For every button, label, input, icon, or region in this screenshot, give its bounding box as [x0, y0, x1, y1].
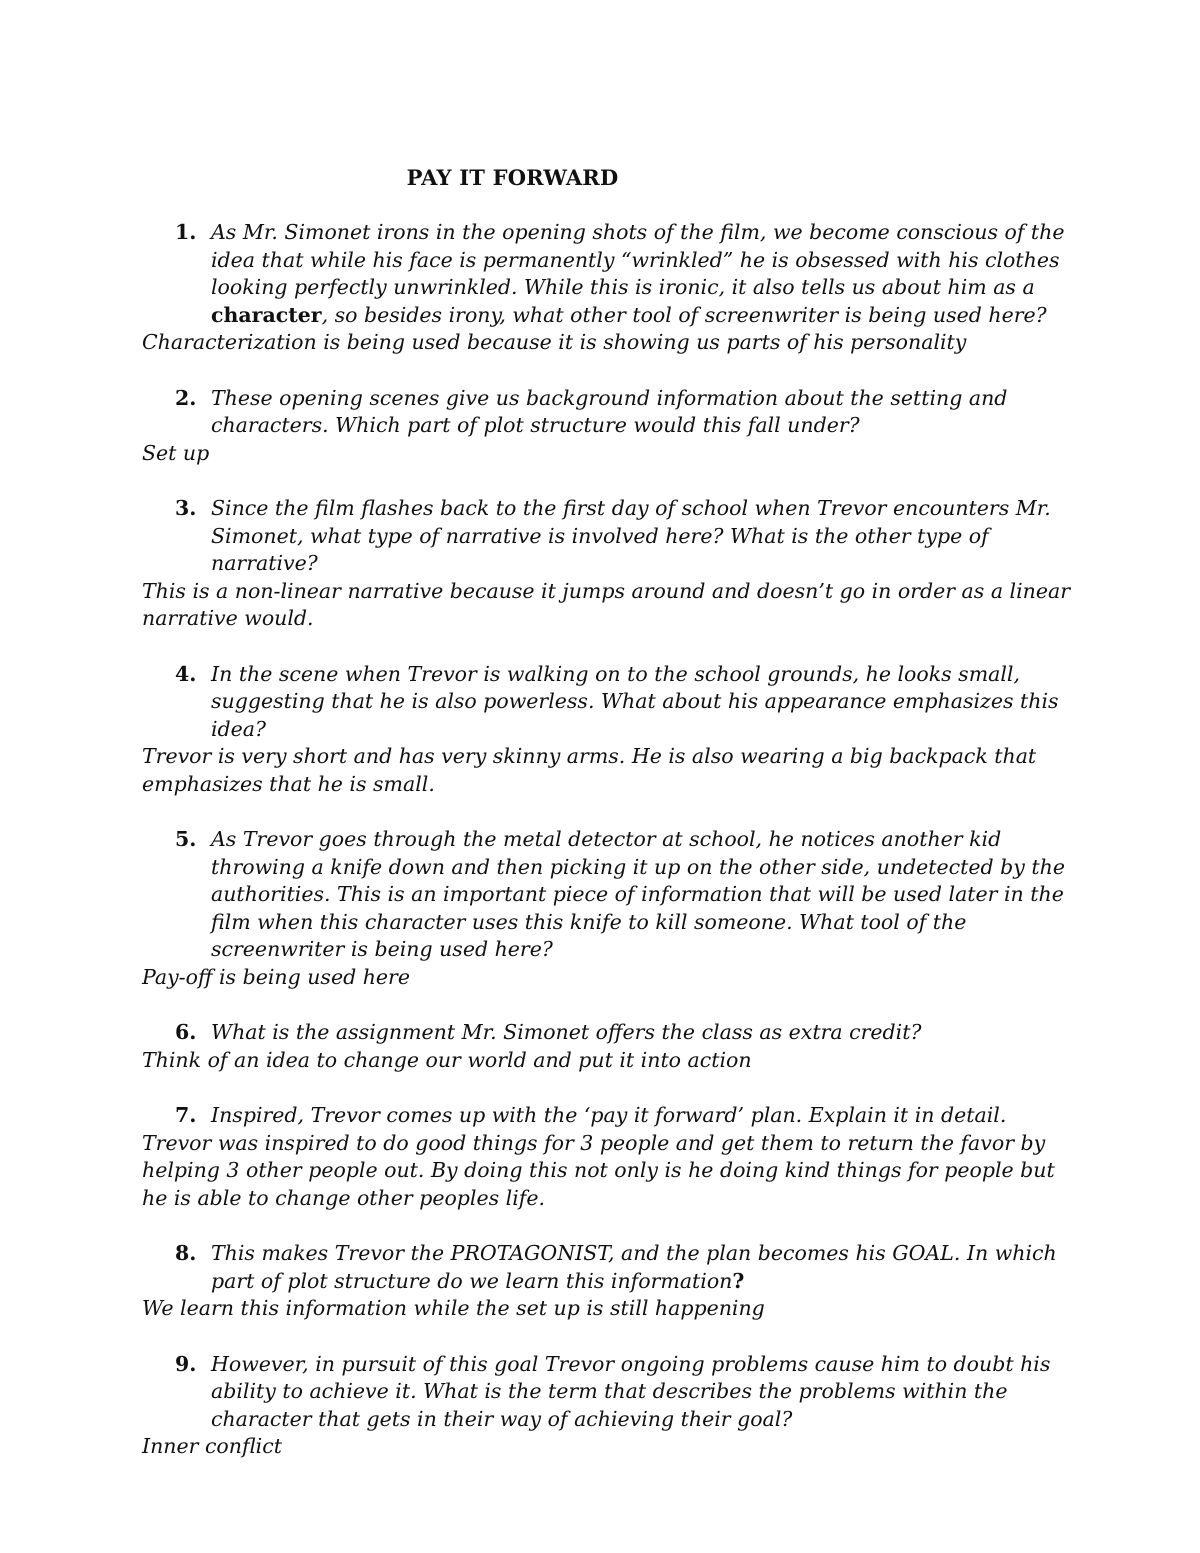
question-5	[142, 826, 1077, 964]
question-number: 6.	[175, 1020, 197, 1044]
question-number: 9.	[175, 1351, 197, 1376]
question-number: 8.	[175, 1241, 197, 1265]
question-text: What is the assignment Mr. Simonet offers the class as extra credit?	[211, 1020, 922, 1044]
question-number: 4.	[175, 661, 197, 686]
question-2	[142, 385, 1077, 440]
answer-4: Trevor is very short and has very skinny arms. He is also wearing a big backpack that emphasizes that he is small.	[142, 744, 1037, 796]
question-text: , so besides irony, what other tool of screenwriter is being used here?	[321, 302, 1047, 327]
question-number: 1.	[175, 220, 197, 244]
question-4	[142, 661, 1077, 744]
question-8	[142, 1240, 1077, 1295]
question-text: However, in pursuit of this goal Trevor ongoing problems cause him to doubt his ability to achieve it. What is the term that describes the problems within the character that gets in their way of achieving their goal?	[211, 1351, 1051, 1431]
answer-1: Characterization is being used because it is showing us parts of his personality	[142, 330, 967, 354]
question-emphasis: ?	[732, 1268, 745, 1293]
question-text: These opening scenes give us background information about the setting and characters. Which part of plot structure would this fall under?	[211, 385, 1008, 437]
answer-2: Set up	[142, 440, 210, 465]
question-number: 2.	[175, 385, 197, 410]
question-emphasis: character	[211, 302, 322, 327]
question-1	[142, 219, 1077, 329]
question-text: In the scene when Trevor is walking on to the school grounds, he looks small, suggesting that he is also powerless. What about his appearance emphasizes this idea?	[211, 661, 1059, 741]
answer-6: Think of an idea to change our world and put it into action	[142, 1047, 752, 1072]
question-number: 5.	[175, 827, 197, 851]
question-6	[142, 1019, 1077, 1047]
answer-5: Pay-off is being used here	[142, 964, 410, 989]
question-3	[142, 495, 1077, 578]
answer-7: Trevor was inspired to do good things for 3 people and get them to return the favor by helping 3 other people out. By doing this not only is he doing kind things for people but he is able to change other peoples life.	[142, 1130, 1055, 1210]
question-text: As Mr. Simonet irons in the opening shots of the film, we become conscious of the idea that while his face is permanently “wrinkled” he is obsessed with his clothes looking perfectly unwrinkled. While this is ironic, it also tells us about him as a	[211, 220, 1065, 299]
document-title: PAY IT FORWARD	[406, 165, 619, 190]
question-text: As Trevor goes through the metal detector at school, he notices another kid throwing a knife down and then picking it up on the other side, undetected by the authorities. This is an important piece of information that will be used later in the film when this character uses this knife to kill someone. What tool of the screenwriter is being used here?	[211, 827, 1065, 961]
question-number: 3.	[175, 496, 197, 520]
question-list	[142, 219, 1077, 1489]
question-number: 7.	[175, 1103, 197, 1127]
question-text: Since the film flashes back to the first day of school when Trevor encounters Mr. Simonet, what type of narrative is involved here? What is the other type of narrative?	[211, 496, 1051, 575]
question-7	[142, 1102, 1077, 1130]
answer-8: We learn this information while the set up is still happening	[142, 1296, 765, 1320]
answer-3: This is a non-linear narrative because it jumps around and doesn’t go in order as a linear narrative would.	[142, 578, 1071, 630]
answer-9: Inner conflict	[142, 1434, 282, 1458]
question-9	[142, 1351, 1077, 1434]
question-text: Inspired, Trevor comes up with the ‘pay it forward’ plan. Explain it in detail.	[211, 1103, 1007, 1127]
question-text: This makes Trevor the PROTAGONIST, and the plan becomes his GOAL. In which part of plot structure do we learn this information	[211, 1241, 1057, 1293]
